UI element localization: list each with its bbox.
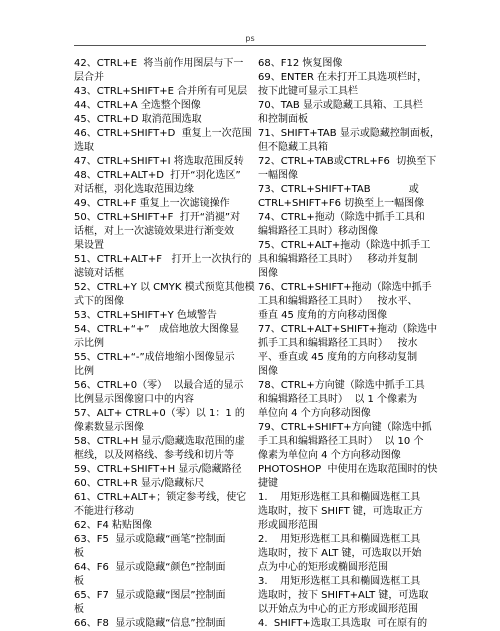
text-line: 70、TAB 显示或隐藏工具箱、工具栏 xyxy=(258,100,423,111)
text-line: 板 xyxy=(74,548,84,559)
text-line: 74、CTRL+拖动（除选中抓手工具和 xyxy=(258,212,425,223)
text-line: 79、CTRL+SHIFT+方向键（除选中抓 xyxy=(258,422,432,433)
text-line: 一幅图像 xyxy=(258,170,298,181)
text-line: 抓手工具和编辑路径工具时） 按水 xyxy=(258,338,418,349)
text-line: 具和编辑路径工具时） 移动并复制 xyxy=(258,254,418,265)
text-line: 71、SHIFT+TAB 显示或隐藏控制面板， xyxy=(258,128,440,139)
text-line: 果设置 xyxy=(74,240,104,251)
text-line: 工具和编辑路径工具时） 按水平、 xyxy=(258,296,418,307)
text-line: 选取时，按下 SHIFT 键，可选取正方 xyxy=(258,506,423,517)
text-line: 以开始点为中心的正方形或圆形范围 xyxy=(258,604,418,615)
left-column xyxy=(74,57,255,631)
header-rule xyxy=(74,45,426,46)
text-line: 单位向 4 个方向移动图像 xyxy=(258,408,371,419)
text-line: 78、CTRL+方向键（除选中抓手工具 xyxy=(258,380,425,391)
text-line: 62、F4 粘贴图像 xyxy=(74,520,153,531)
text-line: 层合并 xyxy=(74,72,104,83)
text-line: 板 xyxy=(74,576,84,587)
text-line: 手工具和编辑路径工具时） 以 10 个 xyxy=(258,436,424,447)
text-line: 像素数显示图像 xyxy=(74,422,144,433)
text-line: 42、CTRL+E 将当前作用图层与下一 xyxy=(74,58,244,69)
text-line: 68、F12 恢复图像 xyxy=(258,58,343,69)
text-line: 57、ALT+ CTRL+0（零）以 1：1 的 xyxy=(74,408,245,419)
text-line: 77、CTRL+ALT+SHIFT+拖动（除选中 xyxy=(258,324,438,335)
text-line: 话框，对上一次滤镜效果进行渐变效 xyxy=(74,226,234,237)
text-line: 47、CTRL+SHIFT+I 将选取范围反转 xyxy=(74,156,244,167)
text-line: 选取时，按下 SHIFT+ALT 键，可选取 xyxy=(258,590,429,601)
text-line: 72、CTRL+TAB或CTRL+F6 切换至下 xyxy=(258,156,437,167)
right-column xyxy=(258,57,440,631)
text-line: 75、CTRL+ALT+拖动（除选中抓手工 xyxy=(258,240,431,251)
text-line: 52、CTRL+Y 以 CMYK 模式预览其他模 xyxy=(74,282,255,293)
text-line: 对话框，羽化选取范围边缘 xyxy=(74,184,194,195)
text-line: 和编辑路径工具时） 以 1 个像素为 xyxy=(258,394,418,405)
text-line: 平、垂直或 45 度角的方向移动复制 xyxy=(258,352,418,363)
text-line: 63、F5 显示或隐藏“画笔”控制面 xyxy=(74,534,226,545)
page-header: ps xyxy=(245,34,255,43)
text-line: 比例显示图像窗口中的内容 xyxy=(74,394,194,405)
text-line: 比例 xyxy=(74,366,94,377)
text-line: 像素为单位向 4 个方向移动图像 xyxy=(258,450,401,461)
text-line: 1. 用矩形选框工具和椭圆选框工具 xyxy=(258,492,421,503)
text-line: 49、CTRL+F 重复上一次滤镜操作 xyxy=(74,198,230,209)
text-line: 3. 用矩形选框工具和椭圆选框工具 xyxy=(258,576,421,587)
text-line: 示比例 xyxy=(74,338,104,349)
text-line: 73、CTRL+SHIFT+TAB 或 xyxy=(258,184,419,195)
text-line: 64、F6 显示或隐藏“颜色”控制面 xyxy=(74,562,226,573)
text-line: PHOTOSHOP 中使用在选取范围时的快 xyxy=(258,464,438,475)
text-line: 45、CTRL+D 取消范围选取 xyxy=(74,114,202,125)
text-line: 43、CTRL+SHIFT+E 合并所有可见层 xyxy=(74,86,248,97)
text-line: 图像 xyxy=(258,268,278,279)
text-line: 65、F7 显示或隐藏“图层”控制面 xyxy=(74,590,226,601)
text-line: 56、CTRL+0（零） 以最合适的显示 xyxy=(74,380,244,391)
text-line: 58、CTRL+H 显示/隐藏选取范围的虚 xyxy=(74,436,245,447)
text-line: 框线，以及网格线、参考线和切片等 xyxy=(74,450,234,461)
text-line: CTRL+SHIFT+F6 切换至上一幅图像 xyxy=(258,198,425,209)
text-line: 55、CTRL+“-”成倍地缩小图像显示 xyxy=(74,352,235,363)
text-line: 59、CTRL+SHIFT+H 显示/隐藏路径 xyxy=(74,464,242,475)
text-line: 捷键 xyxy=(258,478,278,489)
text-line: 图像 xyxy=(258,366,278,377)
text-line: 53、CTRL+SHIFT+Y 色域警告 xyxy=(74,310,217,321)
text-line: 50、CTRL+SHIFT+F 打开“消褪”对 xyxy=(74,212,241,223)
text-line: 滤镜对话框 xyxy=(74,268,124,279)
text-line: 54、CTRL+“+” 成倍地放大图像显 xyxy=(74,324,239,335)
text-line: 44、CTRL+A 全选整个图像 xyxy=(74,100,201,111)
text-line: 但不隐藏工具箱 xyxy=(258,142,328,153)
text-line: 2. 用矩形选框工具和椭圆选框工具 xyxy=(258,534,421,545)
text-line: 61、CTRL+ALT+；锁定参考线，使它 xyxy=(74,492,247,503)
text-line: 66、F8 显示或隐藏“信息”控制面 xyxy=(74,618,226,629)
text-line: 51、CTRL+ALT+F 打开上一次执行的 xyxy=(74,254,252,265)
text-line: 板 xyxy=(74,604,84,615)
text-line: 垂直 45 度角的方向移动图像 xyxy=(258,310,388,321)
text-line: 选取 xyxy=(74,142,94,153)
text-line: 式下的图像 xyxy=(74,296,124,307)
text-line: 46、CTRL+SHIFT+D 重复上一次范围 xyxy=(74,128,252,139)
text-line: 4. SHIFT+选取工具选取 可在原有的 xyxy=(258,618,428,629)
text-line: 76、CTRL+SHIFT+拖动（除选中抓手 xyxy=(258,282,432,293)
text-line: 点为中心的矩形或椭圆形范围 xyxy=(258,562,388,573)
text-line: 69、ENTER 在未打开工具选项栏时， xyxy=(258,72,428,83)
text-line: 编辑路径工具时）移动图像 xyxy=(258,226,378,237)
text-line: 按下此键可显示工具栏 xyxy=(258,86,358,97)
text-line: 形或圆形范围 xyxy=(258,520,318,531)
text-line: 60、CTRL+R 显示/隐藏标尺 xyxy=(74,478,205,489)
text-line: 选取时，按下 ALT 键，可选取以开始 xyxy=(258,548,422,559)
text-line: 不能进行移动 xyxy=(74,506,134,517)
text-line: 48、CTRL+ALT+D 打开“羽化选区” xyxy=(74,170,241,181)
text-line: 和控制面板 xyxy=(258,114,308,125)
